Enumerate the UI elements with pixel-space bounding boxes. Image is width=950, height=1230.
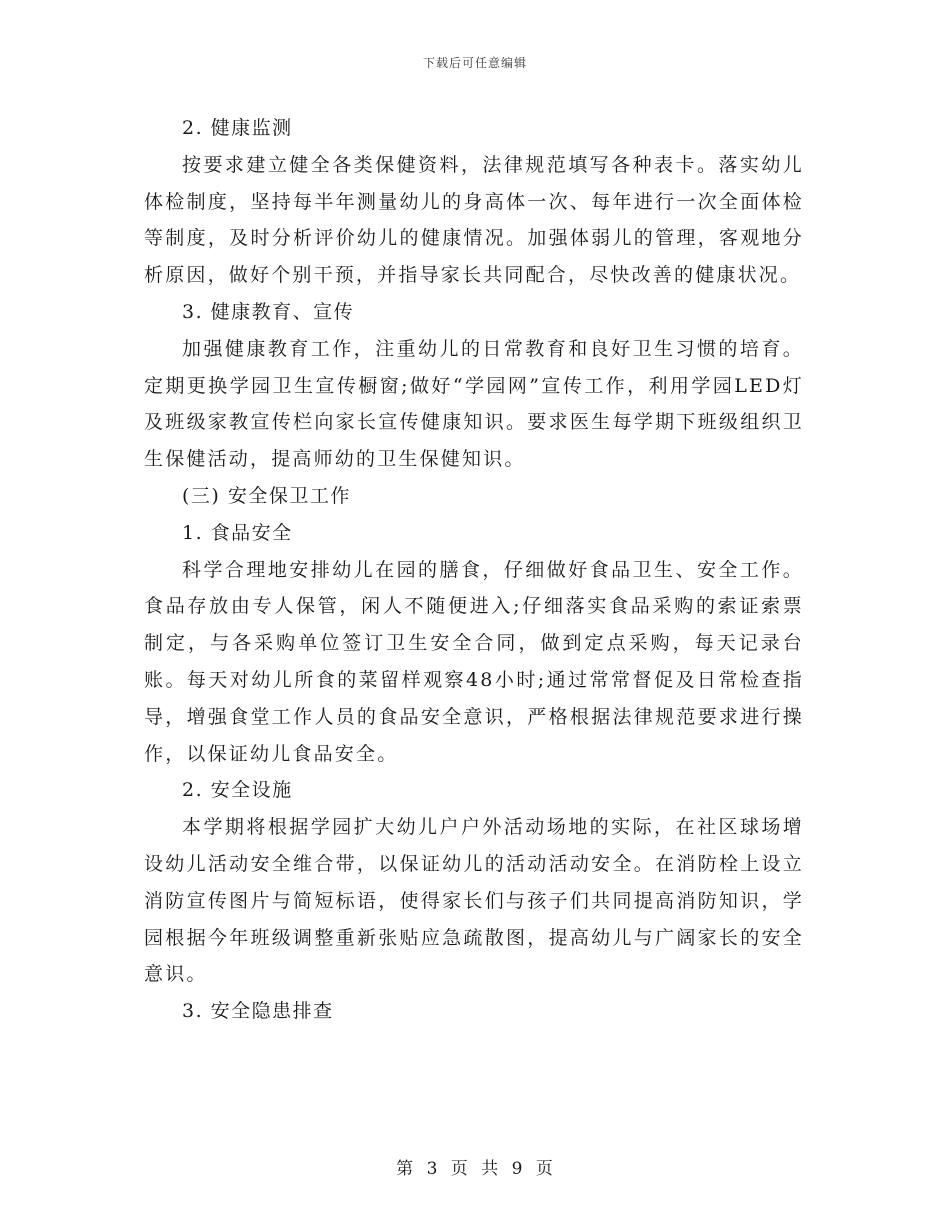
paragraph-health-education: 加强健康教育工作，注重幼儿的日常教育和良好卫生习惯的培育。定期更换学园卫生宣传橱窗;做好“学园网”宣传工作，利用学园LED灯及班级家教宣传栏向家长宣传健康知识。要求医生每学期下班级组织卫生保健活动，提高师幼的卫生保健知识。: [144, 337, 804, 471]
page-content: [144, 110, 804, 1030]
section-heading-health-monitoring: 2. 健康监测: [182, 117, 293, 139]
paragraph-health-monitoring: 按要求建立健全各类保健资料，法律规范填写各种表卡。落实幼儿体检制度，坚持每半年测量幼儿的身高体一次、每年进行一次全面体检等制度，及时分析评价幼儿的健康情况。加强体弱儿的管理，客观地分析原因，做好个别干预，并指导家长共同配合，尽快改善的健康状况。: [144, 153, 804, 287]
section-heading-health-education: 3. 健康教育、宣传: [182, 300, 355, 323]
paragraph-safety-facilities: 本学期将根据学园扩大幼儿户户外活动场地的实际，在社区球场增设幼儿活动安全维合带，以保证幼儿的活动活动安全。在消防栓上设立消防宣传图片与简短标语，使得家长们与孩子们共同提高消防知识，学园根据今年班级调整重新张贴应急疏散图，提高幼儿与广阔家长的安全意识。: [144, 816, 804, 986]
paragraph-food-safety: 科学合理地安排幼儿在园的膳食，仔细做好食品卫生、安全工作。食品存放由专人保管，闲人不随便进入;仔细落实食品采购的索证索票制定，与各采购单位签订卫生安全合同，做到定点采购，每天记录台账。每天对幼儿所食的菜留样观察48小时;通过常常督促及日常检查指导，增强食堂工作人员的食品安全意识，严格根据法律规范要求进行操作，以保证幼儿食品安全。: [144, 558, 804, 765]
page-footer: 第 3 页 共 9 页: [396, 1159, 554, 1179]
section-heading-safety-facilities: 2. 安全设施: [182, 779, 293, 802]
page-header: 下载后可任意编辑: [422, 56, 527, 70]
section-heading-security-work: (三) 安全保卫工作: [182, 484, 351, 507]
section-heading-food-safety: 1. 食品安全: [182, 521, 293, 544]
section-heading-hazard-inspection: 3. 安全隐患排查: [182, 1000, 334, 1023]
